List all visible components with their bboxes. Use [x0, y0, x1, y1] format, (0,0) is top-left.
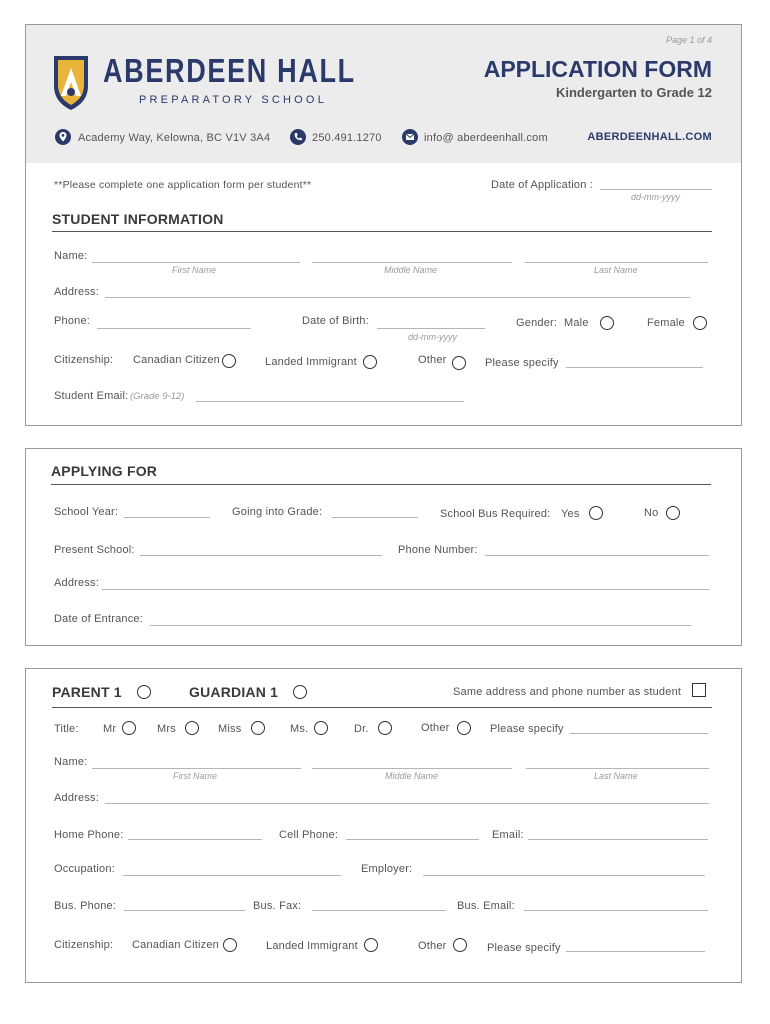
gender-label: Gender: [516, 317, 558, 329]
title-dr-label: Dr. [354, 723, 369, 735]
student-middle-name-hint: Middle Name [384, 265, 438, 275]
parent-citizenship-specify-label: Please specify [487, 942, 561, 954]
student-email-label: Student Email: [54, 390, 129, 402]
instructions-note: **Please complete one application form per student** [54, 179, 312, 191]
email-icon [402, 129, 418, 145]
date-of-entrance-field[interactable] [150, 625, 691, 626]
student-section-rule [52, 231, 712, 232]
school-bus-label: School Bus Required: [440, 508, 551, 520]
bus-fax-label: Bus. Fax: [253, 900, 302, 912]
gender-male-radio[interactable] [600, 316, 614, 330]
parent-first-name-hint: First Name [173, 771, 218, 781]
gender-male-label: Male [564, 317, 589, 329]
cell-phone-field[interactable] [346, 839, 479, 840]
employer-label: Employer: [361, 863, 413, 875]
date-of-application-field[interactable] [600, 189, 712, 190]
parent-email-label: Email: [492, 829, 524, 841]
date-of-application-hint: dd-mm-yyyy [631, 192, 680, 202]
parent-email-field[interactable] [528, 839, 708, 840]
present-school-field[interactable] [140, 555, 382, 556]
bus-fax-field[interactable] [312, 910, 446, 911]
applying-section-rule [51, 484, 711, 485]
same-address-label: Same address and phone number as student [453, 686, 682, 698]
date-of-entrance-label: Date of Entrance: [54, 613, 144, 625]
student-address-label: Address: [54, 286, 100, 298]
present-school-phone-field[interactable] [485, 555, 709, 556]
parent-last-name-hint: Last Name [594, 771, 638, 781]
parent-citizenship-other-radio[interactable] [453, 938, 467, 952]
employer-field[interactable] [423, 875, 705, 876]
gender-female-label: Female [647, 317, 685, 329]
student-information-title: STUDENT INFORMATION [52, 211, 224, 227]
present-school-address-field[interactable] [102, 589, 709, 590]
title-mr-label: Mr [103, 723, 117, 735]
landed-immigrant-label: Landed Immigrant [265, 356, 357, 368]
school-email[interactable]: info@ aberdeenhall.com [424, 132, 548, 144]
title-mrs-radio[interactable] [185, 721, 199, 735]
home-phone-field[interactable] [128, 839, 262, 840]
parent-citizenship-other-label: Other [418, 940, 447, 952]
student-first-name-hint: First Name [172, 265, 217, 275]
school-year-field[interactable] [124, 517, 210, 518]
parent-middle-name-hint: Middle Name [385, 771, 439, 781]
title-specify-label: Please specify [490, 723, 564, 735]
parent-citizenship-specify-field[interactable] [566, 951, 705, 952]
school-name: ABERDEEN HALL [103, 52, 356, 89]
student-last-name-field[interactable] [525, 262, 708, 263]
home-phone-label: Home Phone: [54, 829, 124, 841]
citizenship-specify-label: Please specify [485, 357, 559, 369]
present-school-address-label: Address: [54, 577, 100, 589]
title-ms-label: Ms. [290, 723, 309, 735]
title-label: Title: [54, 723, 79, 735]
occupation-field[interactable] [123, 875, 341, 876]
guardian-1-radio[interactable] [293, 685, 307, 699]
title-specify-field[interactable] [570, 733, 708, 734]
school-website[interactable]: ABERDEENHALL.COM [587, 131, 712, 143]
title-ms-radio[interactable] [314, 721, 328, 735]
bus-yes-label: Yes [561, 508, 580, 520]
parent-1-radio[interactable] [137, 685, 151, 699]
parent-citizenship-label: Citizenship: [54, 939, 114, 951]
student-email-grade-hint: (Grade 9-12) [130, 391, 185, 402]
phone-icon [290, 129, 306, 145]
canadian-citizen-radio[interactable] [222, 354, 236, 368]
parent-last-name-field[interactable] [526, 768, 709, 769]
page-number: Page 1 of 4 [665, 35, 712, 45]
parent-canadian-radio[interactable] [223, 938, 237, 952]
applying-for-title: APPLYING FOR [51, 463, 158, 479]
title-dr-radio[interactable] [378, 721, 392, 735]
bus-yes-radio[interactable] [589, 506, 603, 520]
bus-no-radio[interactable] [666, 506, 680, 520]
student-last-name-hint: Last Name [594, 265, 638, 275]
student-middle-name-field[interactable] [312, 262, 512, 263]
student-name-label: Name: [54, 250, 88, 262]
student-first-name-field[interactable] [92, 262, 300, 263]
student-phone-field[interactable] [97, 328, 251, 329]
guardian-1-label: GUARDIAN 1 [189, 684, 279, 700]
title-other-radio[interactable] [457, 721, 471, 735]
bus-phone-field[interactable] [124, 910, 245, 911]
citizenship-other-radio[interactable] [452, 356, 466, 370]
cell-phone-label: Cell Phone: [279, 829, 339, 841]
occupation-label: Occupation: [54, 863, 115, 875]
bus-email-field[interactable] [524, 910, 708, 911]
title-miss-label: Miss [218, 723, 242, 735]
student-email-field[interactable] [196, 401, 464, 402]
citizenship-other-label: Other [418, 354, 447, 366]
parent-name-label: Name: [54, 756, 88, 768]
date-of-application-label: Date of Application : [491, 179, 594, 191]
title-mr-radio[interactable] [122, 721, 136, 735]
form-title: APPLICATION FORM [483, 56, 712, 82]
student-address-field[interactable] [105, 297, 690, 298]
present-school-label: Present School: [54, 544, 135, 556]
school-year-label: School Year: [54, 506, 119, 518]
title-other-label: Other [421, 722, 450, 734]
school-subtitle: PREPARATORY SCHOOL [139, 94, 328, 106]
present-school-phone-label: Phone Number: [398, 544, 478, 556]
canadian-citizen-label: Canadian Citizen [133, 354, 220, 366]
parent-section-rule [52, 707, 712, 708]
title-miss-radio[interactable] [251, 721, 265, 735]
grade-label: Going into Grade: [232, 506, 323, 518]
dob-hint: dd-mm-yyyy [408, 332, 457, 342]
dob-field[interactable] [377, 328, 485, 329]
parent-middle-name-field[interactable] [312, 768, 512, 769]
parent-1-label: PARENT 1 [52, 684, 122, 700]
bus-no-label: No [644, 507, 659, 519]
dob-label: Date of Birth: [302, 315, 369, 327]
student-citizenship-label: Citizenship: [54, 354, 114, 366]
parent-address-label: Address: [54, 792, 100, 804]
parent-landed-radio[interactable] [364, 938, 378, 952]
location-pin-icon [55, 129, 71, 145]
grade-field[interactable] [332, 517, 418, 518]
school-phone: 250.491.1270 [312, 132, 382, 144]
title-mrs-label: Mrs [157, 723, 176, 735]
form-subtitle: Kindergarten to Grade 12 [555, 85, 712, 100]
school-address: Academy Way, Kelowna, BC V1V 3A4 [78, 132, 271, 144]
student-phone-label: Phone: [54, 315, 91, 327]
parent-first-name-field[interactable] [92, 768, 301, 769]
parent-section [25, 668, 742, 983]
parent-address-field[interactable] [105, 803, 709, 804]
bus-email-label: Bus. Email: [457, 900, 515, 912]
citizenship-specify-field[interactable] [566, 367, 703, 368]
parent-canadian-label: Canadian Citizen [132, 939, 219, 951]
landed-immigrant-radio[interactable] [363, 355, 377, 369]
parent-landed-label: Landed Immigrant [266, 940, 358, 952]
same-address-checkbox[interactable] [692, 683, 706, 697]
bus-phone-label: Bus. Phone: [54, 900, 117, 912]
school-crest-logo [52, 52, 90, 112]
gender-female-radio[interactable] [693, 316, 707, 330]
